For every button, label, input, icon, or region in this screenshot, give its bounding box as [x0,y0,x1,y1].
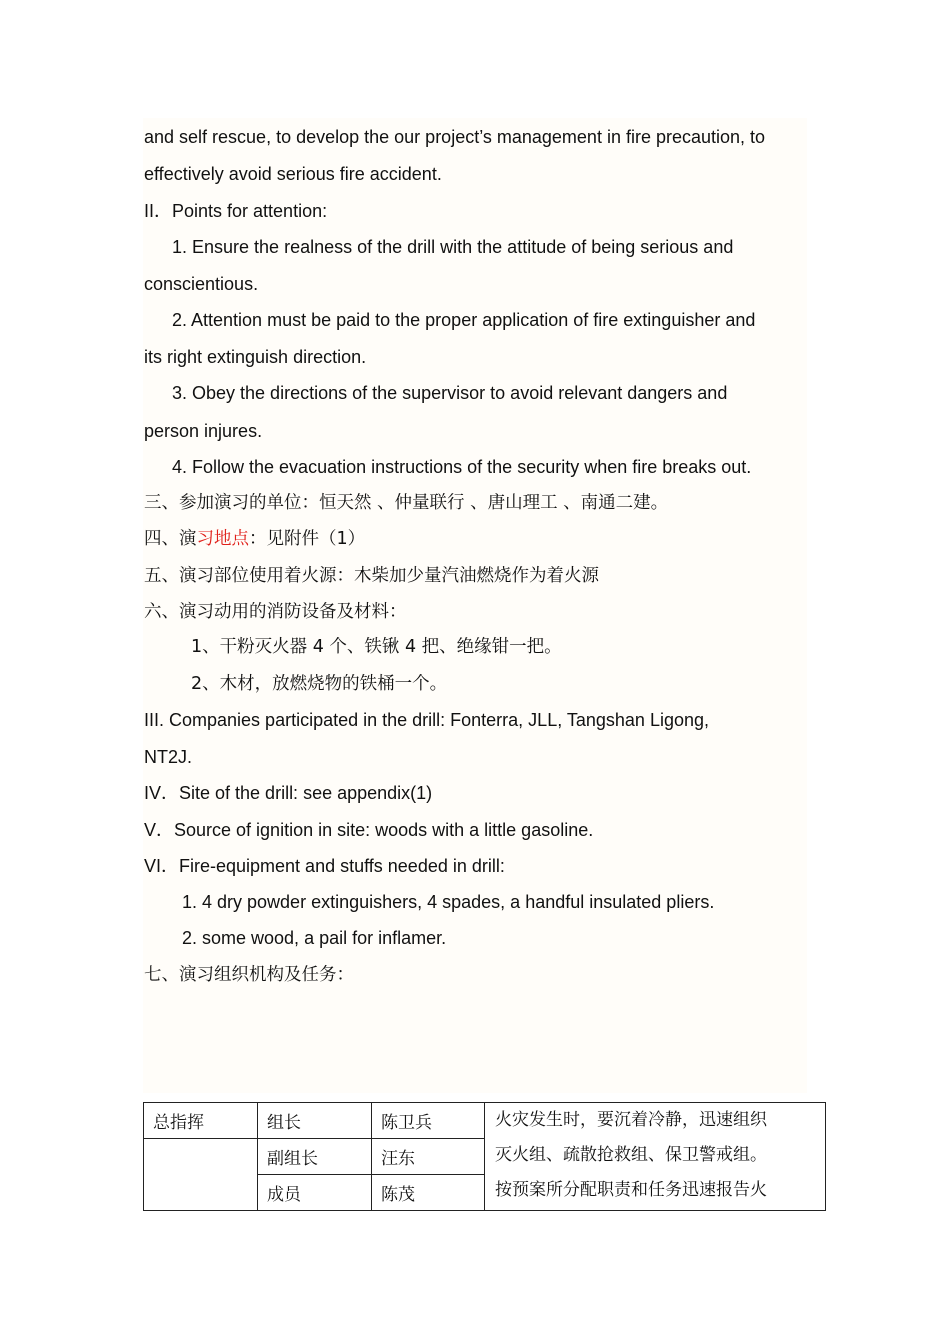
organization-table [143,1102,826,1211]
table-cell-empty [144,1139,258,1211]
section-heading-ignition-en: V．Source of ignition in site: woods with a little gasoline. [144,820,594,840]
section-heading-companies: III. Companies participated in the drill: Fonterra, JLL, Tangshan Ligong, [144,710,709,730]
list-item: 1. 4 dry powder extinguishers, 4 spades, a handful insulated pliers. [182,892,715,912]
section-heading-units: 三、参加演习的单位：恒天然 、仲量联行 、唐山理工 、南通二建。 [144,493,669,513]
section-heading-equipment: 六、演习动用的消防设备及材料： [144,602,407,622]
paragraph-line: its right extinguish direction. [144,347,367,367]
list-item: 1. Ensure the realness of the drill with the attitude of being serious and [172,237,734,257]
list-item: 2. Attention must be paid to the proper application of fire extinguisher and [172,310,756,330]
section-heading-attention: II．Points for attention: [144,201,328,221]
paragraph-line: effectively avoid serious fire accident. [144,164,442,184]
task-description-cell [485,1103,826,1211]
site-prefix: 四、演 [144,529,197,549]
task-line: 灭火组、疏散抢救组、保卫警戒组。 [495,1145,767,1165]
list-item: 2. some wood, a pail for inflamer. [182,928,447,948]
table-cell: 成员 [258,1175,372,1211]
task-line: 按预案所分配职责和任务迅速报告火 [495,1180,767,1200]
site-highlight: 习地点 [196,529,249,549]
list-item: 3. Obey the directions of the supervisor to avoid relevant dangers and [172,383,728,403]
table-cell: 汪东 [372,1139,485,1175]
section-heading-equipment-en: VI．Fire-equipment and stuffs needed in drill: [144,856,505,876]
table-cell: 总指挥 [144,1103,258,1139]
table-cell: 组长 [258,1103,372,1139]
list-item: 1、干粉灭火器 4 个、铁锹 4 把、绝缘钳一把。 [191,637,562,657]
site-suffix: ：见附件（1） [249,529,366,549]
section-heading-site-en: IV．Site of the drill: see appendix(1) [144,783,433,803]
table-cell: 陈茂 [372,1175,485,1211]
paragraph-line: person injures. [144,421,263,441]
paragraph-line: NT2J. [144,747,193,767]
table-row [144,1103,826,1139]
list-item: 2、木材，放燃烧物的铁桶一个。 [191,674,448,694]
table-cell: 副组长 [258,1139,372,1175]
list-item: 4. Follow the evacuation instructions of the security when fire breaks out. [172,457,752,477]
section-heading-organization: 七、演习组织机构及任务： [144,965,354,985]
paragraph-line: conscientious. [144,274,259,294]
task-line: 火灾发生时，要沉着冷静，迅速组织 [495,1110,767,1130]
table-cell: 陈卫兵 [372,1103,485,1139]
section-heading-ignition: 五、演习部位使用着火源：木柴加少量汽油燃烧作为着火源 [144,566,599,586]
section-heading-site [144,528,365,550]
paragraph-line: and self rescue, to develop the our project’s management in fire precaution, to [144,127,766,147]
